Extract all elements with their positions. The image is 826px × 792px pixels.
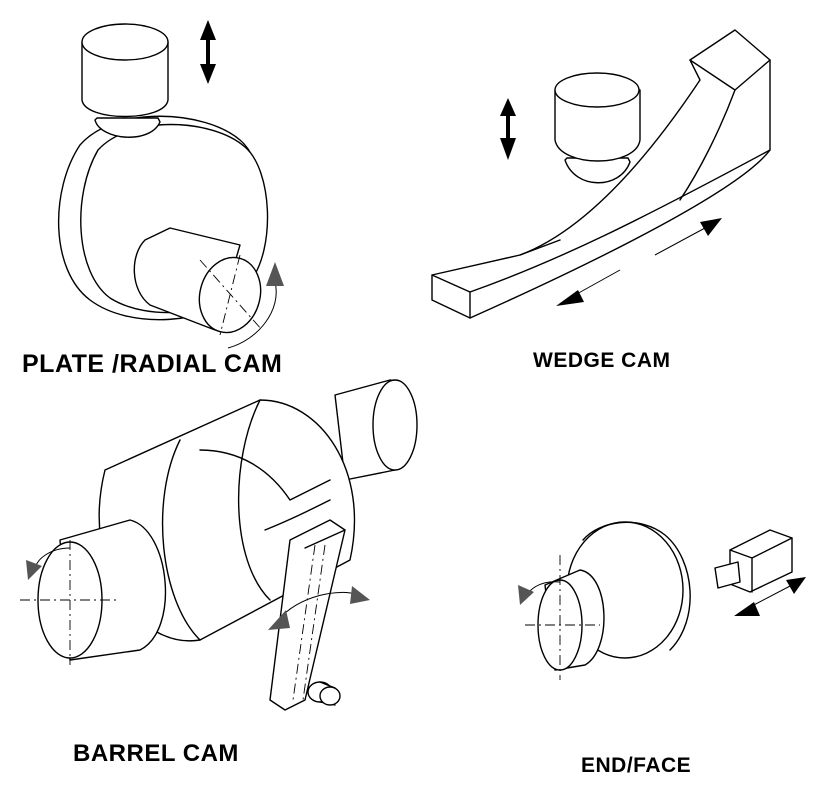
wedge-cam-label: WEDGE CAM: [533, 349, 671, 372]
wedge-cam-figure: [432, 30, 770, 318]
barrel-cam-label: BARREL CAM: [73, 740, 239, 767]
plate-radial-cam-label: PLATE /RADIAL CAM: [22, 350, 283, 378]
barrel-cam-figure: [20, 380, 417, 710]
wedge-follower-motion-arrow: [500, 98, 516, 160]
plate-radial-cam-figure: [59, 20, 284, 348]
end-face-cam-label: END/FACE: [581, 754, 692, 777]
plate-follower-motion-arrow: [200, 20, 216, 84]
end-face-cam-figure: [518, 522, 806, 680]
